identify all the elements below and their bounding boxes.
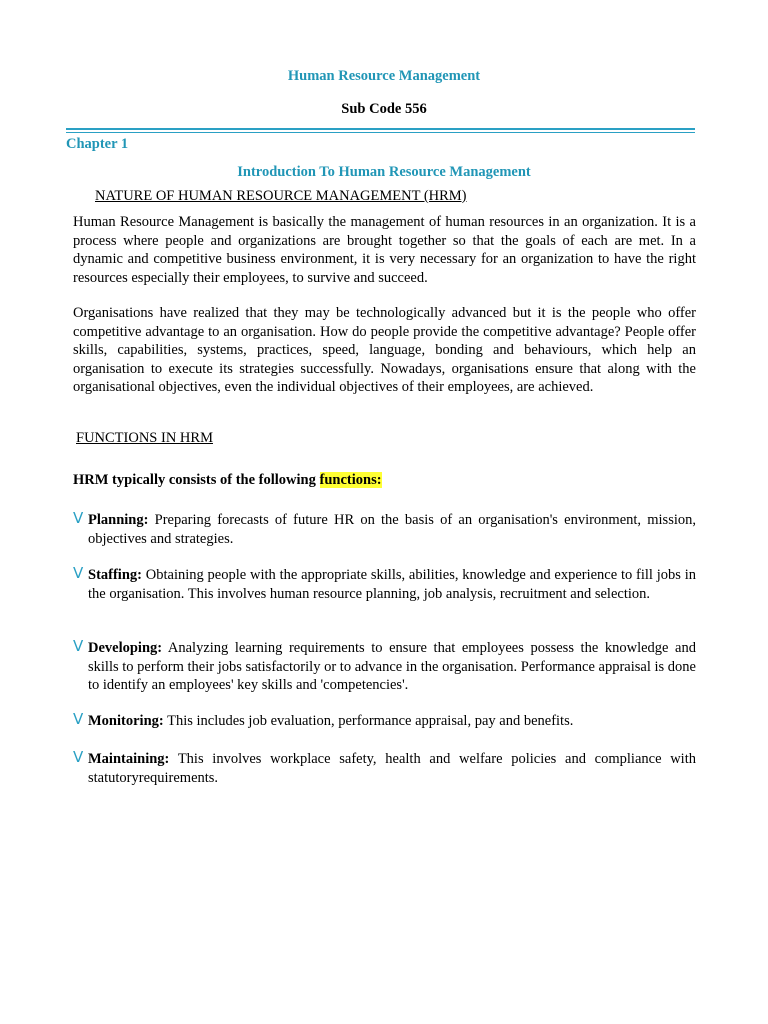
function-name: Maintaining:: [88, 751, 170, 767]
function-item-body: [88, 511, 696, 548]
functions-lead-highlight: functions:: [319, 472, 382, 488]
divider-line-thick: [66, 128, 695, 130]
chapter-label: Chapter 1: [66, 136, 129, 152]
function-name: Planning:: [88, 512, 149, 528]
function-item-maintaining: [73, 750, 696, 787]
divider-line-thin: [66, 132, 695, 133]
function-item-body: [88, 639, 696, 695]
bullet-v-icon: V: [73, 509, 84, 527]
function-item-body: [88, 712, 696, 731]
functions-lead: [73, 472, 382, 489]
nature-heading: NATURE OF HUMAN RESOURCE MANAGEMENT (HRM): [95, 188, 467, 204]
document-title: Human Resource Management: [287, 68, 481, 84]
subject-code: Sub Code 556: [341, 101, 427, 117]
nature-paragraph-1: Human Resource Management is basically the management of human resources in an organization. It is a process where people and organizations are brought together so that the goals of each are met. In a dynamic and competitive business environment, it is very necessary for an organization to have the right resources especially their employees, to survive and succeed.: [73, 214, 696, 286]
bullet-v-icon: V: [73, 637, 84, 655]
function-description: Analyzing learning requirements to ensure that employees possess the knowledge and skills to perform their jobs satisfactorily or to advance in the organisation. Performance appraisal is done to identify an employees' key skills and 'competencies'.: [88, 640, 696, 693]
function-item-developing: [73, 639, 696, 695]
function-name: Developing:: [88, 640, 163, 656]
bullet-v-icon: V: [73, 710, 84, 728]
function-name: Monitoring:: [88, 713, 164, 729]
bullet-v-icon: V: [73, 748, 84, 766]
function-description: Obtaining people with the appropriate skills, abilities, knowledge and experience to fill jobs in the organisation. This involves human resource planning, job analysis, recruitment and selection.: [88, 567, 696, 602]
function-item-staffing: [73, 566, 696, 603]
functions-heading: FUNCTIONS IN HRM: [76, 430, 213, 446]
function-item-body: [88, 566, 696, 603]
nature-paragraph-2: Organisations have realized that they may be technologically advanced but it is the people who offer competitive advantage to an organisation. How do people provide the competitive advantage? People offer skills, capabilities, systems, practices, speed, language, bonding and behaviours, which help an organisation to execute its strategies successfully. Nowadays, organisations ensure that along with the organisational objectives, even the individual objectives of their employees, are achieved.: [73, 305, 696, 395]
function-description: Preparing forecasts of future HR on the basis of an organisation's environment, mission, objectives and strategies.: [88, 512, 696, 547]
chapter-title: Introduction To Human Resource Management: [237, 164, 531, 180]
function-item-planning: [73, 511, 696, 548]
function-description: This includes job evaluation, performance appraisal, pay and benefits.: [163, 713, 574, 729]
function-description: This involves workplace safety, health and welfare policies and compliance with statutoryrequirements.: [88, 751, 696, 786]
bullet-v-icon: V: [73, 564, 84, 582]
function-name: Staffing:: [88, 567, 142, 583]
header-divider: [66, 128, 695, 134]
function-item-monitoring: [73, 712, 696, 731]
functions-lead-text: HRM typically consists of the following: [73, 472, 320, 488]
function-item-body: [88, 750, 696, 787]
